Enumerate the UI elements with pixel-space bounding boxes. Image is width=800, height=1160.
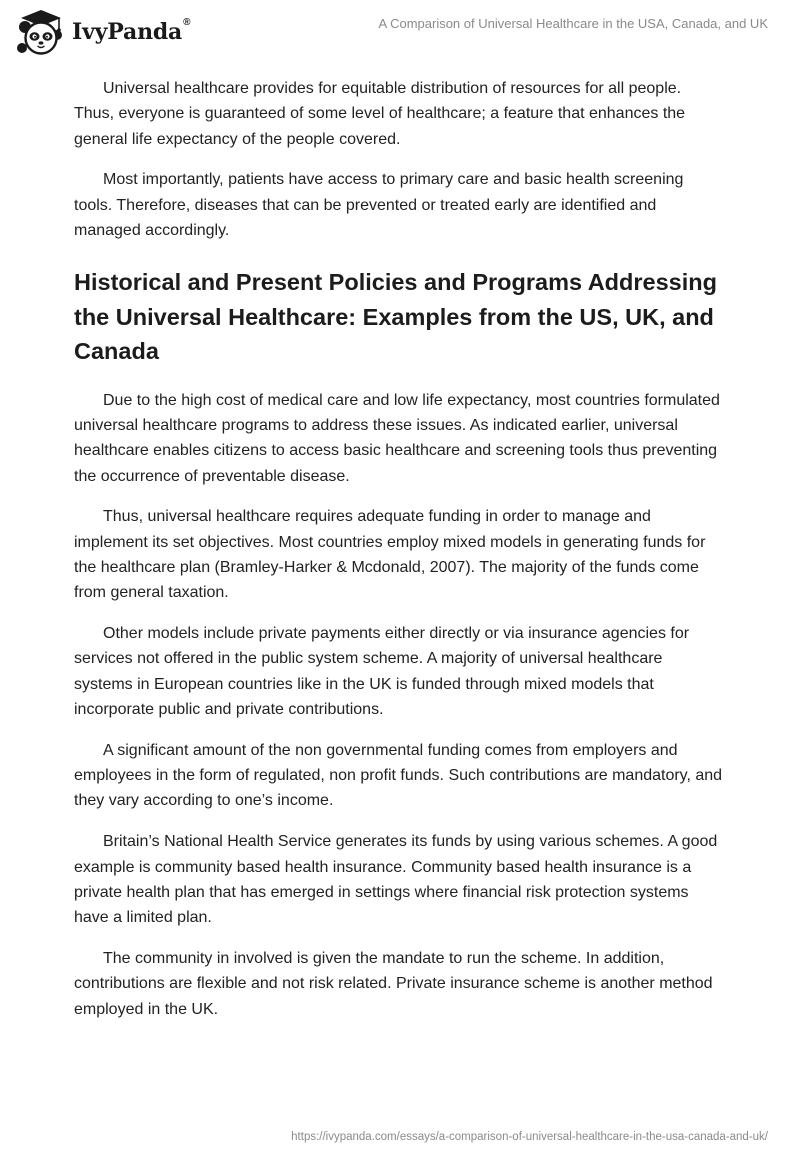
- brand-logo[interactable]: [14, 8, 190, 56]
- brand-name: IvyPanda®: [72, 17, 191, 45]
- registered-mark: ®: [183, 17, 191, 28]
- page-header: [0, 0, 800, 60]
- panda-logo-icon: [14, 8, 68, 56]
- paragraph: Due to the high cost of medical care and low life expectancy, most countries formulated universal healthcare programs to address these issues. As indicated earlier, universal healthcare enables citizens to access basic healthcare and screening tools thus preventing the occurrence of preventable disease.: [74, 391, 720, 485]
- paragraph: A significant amount of the non governmental funding comes from employers and employees in the form of regulated, non profit funds. Such contributions are mandatory, and they vary according to one’s income.: [74, 741, 723, 810]
- source-url-link[interactable]: https://ivypanda.com/essays/a-comparison-of-universal-healthcare-in-the-usa-canada-and-uk/: [291, 1131, 768, 1143]
- document-title: A Comparison of Universal Healthcare in the USA, Canada, and UK: [378, 16, 768, 31]
- paragraph: Universal healthcare provides for equitable distribution of resources for all people. Thus, everyone is guaranteed of some level of healthcare; a feature that enhances the general life expectancy of the people covered.: [74, 80, 686, 148]
- section-heading: Historical and Present Policies and Programs Addressing the Universal Healthcare: Examples from the US, UK, and Canada: [74, 269, 717, 365]
- paragraph: Other models include private payments either directly or via insurance agencies for services not offered in the public system scheme. A majority of universal healthcare systems in European countries like in the UK is funded through mixed models that incorporate public and private contributions.: [74, 625, 690, 719]
- paragraph: Britain’s National Health Service generates its funds by using various schemes. A good example is community based health insurance. Community based health insurance is a private health plan that has emerged in settings where financial risk protection systems have a limited plan.: [74, 833, 718, 927]
- essay-body: [74, 76, 724, 1037]
- paragraph: Thus, universal healthcare requires adequate funding in order to manage and implement its set objectives. Most countries employ mixed models in generating funds for the healthcare plan (Bramley-Harker & Mcdonald, 2007). The majority of the funds come from general taxation.: [74, 508, 706, 602]
- paragraph: The community in involved is given the mandate to run the scheme. In addition, contributions are flexible and not risk related. Private insurance scheme is another method employed in the UK.: [74, 949, 713, 1018]
- paragraph: Most importantly, patients have access to primary care and basic health screening tools. Therefore, diseases that can be prevented or treated early are identified and managed accordingly.: [74, 171, 684, 239]
